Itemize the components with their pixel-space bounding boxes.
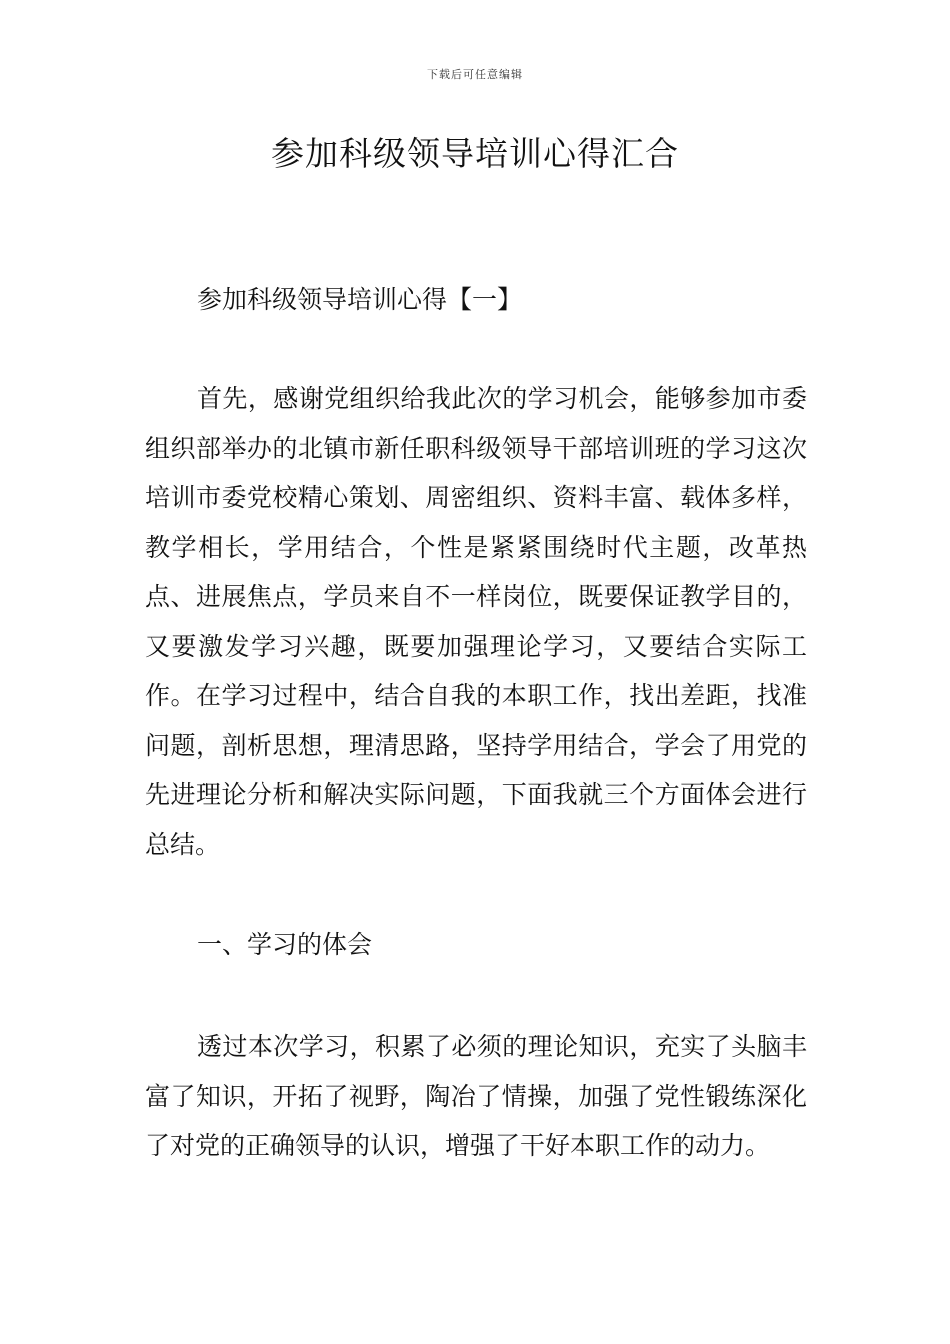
header-note: 下载后可任意编辑 [427, 68, 523, 81]
section-heading-learning-experience: 一、学习的体会 [197, 930, 373, 959]
paragraph-learning-experience: 透过本次学习，积累了必须的理论知识，充实了头脑丰富了知识，开拓了视野，陶冶了情操，加强了党性锻练深化了对党的正确领导的认识，增强了干好本职工作的动力。 [145, 1032, 807, 1160]
document-title: 参加科级领导培训心得汇合 [271, 134, 679, 173]
subheading-part-one: 参加科级领导培训心得【一】 [197, 285, 523, 314]
paragraph-intro: 首先，感谢党组织给我此次的学习机会，能够参加市委组织部举办的北镇市新任职科级领导干部培训班的学习这次培训市委党校精心策划、周密组织、资料丰富、载体多样，教学相长，学用结合，个性是紧紧围绕时代主题，改革热点、进展焦点，学员来自不一样岗位，既要保证教学目的，又要激发学习兴趣，既要加强理论学习，又要结合实际工作。在学习过程中，结合自我的本职工作，找出差距，找准问题，剖析思想，理清思路，坚持学用结合，学会了用党的先进理论分析和解决实际问题，下面我就三个方面体会进行总结。 [145, 384, 807, 859]
